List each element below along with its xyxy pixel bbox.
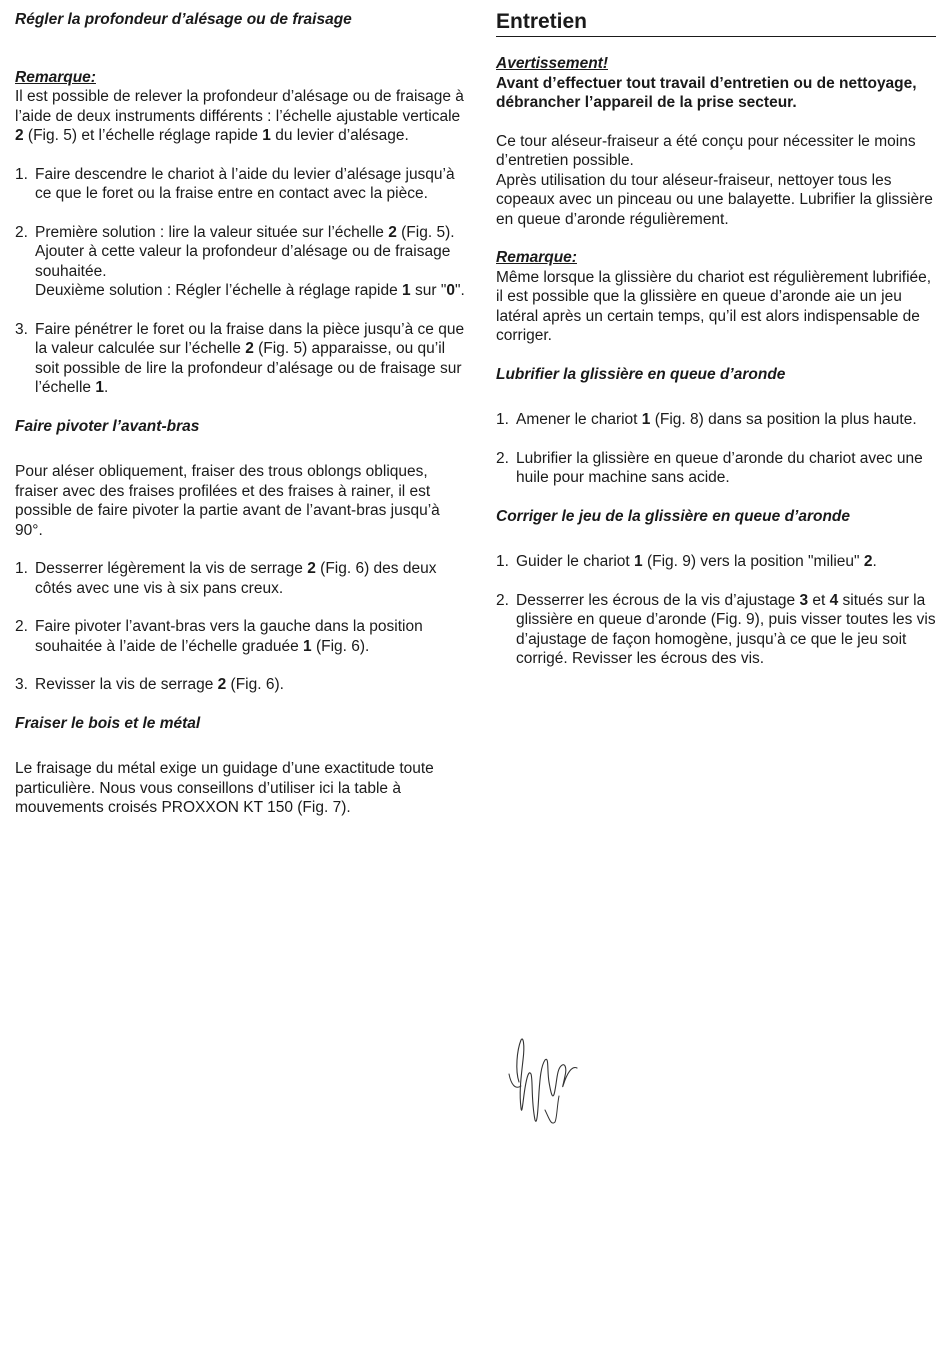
page-title: Entretien — [496, 10, 936, 37]
remark-text: Il est possible de relever la profondeur d’alésage ou de fraisage à l’aide de deux instruments différents : l’échelle ajustable verticale 2 (Fig. 5) et l’échelle réglage rapide 1 du levier d’alésage. — [15, 88, 464, 144]
right-column — [496, 10, 936, 669]
correct-steps — [496, 552, 936, 669]
warning-label: Avertissement! — [496, 55, 608, 72]
list-item: 1. Faire descendre le chariot à l’aide du levier d’alésage jusqu’à ce que le foret ou la fraise entre en contact avec la pièce. — [15, 165, 455, 202]
depth-steps — [15, 165, 465, 398]
list-item: 3. Revisser la vis de serrage 2 (Fig. 6). — [15, 676, 284, 693]
list-item: 1. Desserrer légèrement la vis de serrage 2 (Fig. 6) des deux côtés avec une vis à six pans creux. — [15, 560, 437, 597]
remark-text-right: Même lorsque la glissière du chariot est régulièrement lubrifiée, il est possible que la glissière en queue d’aronde aie un jeu latéral après un certain temps, qu’il est alors indispensable de corriger. — [496, 268, 932, 344]
list-item: 2. Faire pivoter l’avant-bras vers la gauche dans la position souhaitée à l’aide de l’échelle graduée 1 (Fig. 6). — [15, 618, 423, 655]
list-item: 2. Desserrer les écrous de la vis d’ajustage 3 et 4 situés sur la glissière en queue d’aronde (Fig. 9), puis visser toutes les vis d’ajustage de façon homogène, jusqu’à ce que le jeu soit corrigé. Revisser les écrous des vis. — [496, 591, 936, 667]
heading-lubricate: Lubrifier la glissière en queue d’aronde — [496, 365, 786, 383]
maintenance-intro: Ce tour aléseur-fraiseur a été conçu pour nécessiter le moins d’entretien possible. — [496, 132, 916, 169]
list-item: 2. Lubrifier la glissière en queue d’aronde du chariot avec une huile pour machine sans acide. — [496, 449, 923, 486]
heading-pivot: Faire pivoter l’avant-bras — [15, 417, 200, 435]
lubricate-steps — [496, 410, 936, 488]
heading-milling: Fraiser le bois et le métal — [15, 714, 201, 732]
list-item: 1. Guider le chariot 1 (Fig. 9) vers la position "milieu" 2. — [496, 553, 877, 570]
left-column — [15, 10, 465, 818]
maintenance-intro-2: Après utilisation du tour aléseur-fraiseur, nettoyer tous les copeaux avec un pinceau ou une balayette. Lubrifier la glissière en queue d’aronde régulièrement. — [496, 171, 933, 228]
pivot-intro: Pour aléser obliquement, fraiser des trous oblongs obliques, fraiser avec des fraises profilées et des fraises à rainer, il est possible de faire pivoter la partie avant de l’avant-bras jusqu’à 90°. — [15, 463, 440, 539]
milling-text: Le fraisage du métal exige un guidage d’une exactitude toute particulière. Nous vous conseillons d’utiliser ici la table à mouvements croisés PROXXON KT 150 (Fig. 7). — [15, 760, 434, 816]
heading-depth: Régler la profondeur d’alésage ou de fraisage — [15, 11, 352, 28]
remark-label-right: Remarque: — [496, 249, 577, 266]
remark-label: Remarque: — [15, 68, 96, 86]
warning-text: Avant d’effectuer tout travail d’entretien ou de nettoyage, débrancher l’appareil de la prise secteur. — [496, 74, 917, 111]
list-item: 1. Amener le chariot 1 (Fig. 8) dans sa position la plus haute. — [496, 411, 917, 428]
list-item: 2. Première solution : lire la valeur située sur l’échelle 2 (Fig. 5). Ajouter à cette valeur la profondeur d’alésage ou de fraisage souhaitée. Deuxième solution : Régler l’échelle à réglage rapide 1 sur "0". — [15, 223, 465, 299]
heading-correct-play: Corriger le jeu de la glissière en queue d’aronde — [496, 507, 851, 525]
signature-image — [505, 1030, 585, 1130]
list-item: 3. Faire pénétrer le foret ou la fraise dans la pièce jusqu’à ce que la valeur calculée sur l’échelle 2 (Fig. 5) apparaisse, ou qu’il soit possible de lire la profondeur d’alésage ou de fraisage sur l’échelle 1. — [15, 320, 465, 396]
pivot-steps — [15, 559, 465, 695]
